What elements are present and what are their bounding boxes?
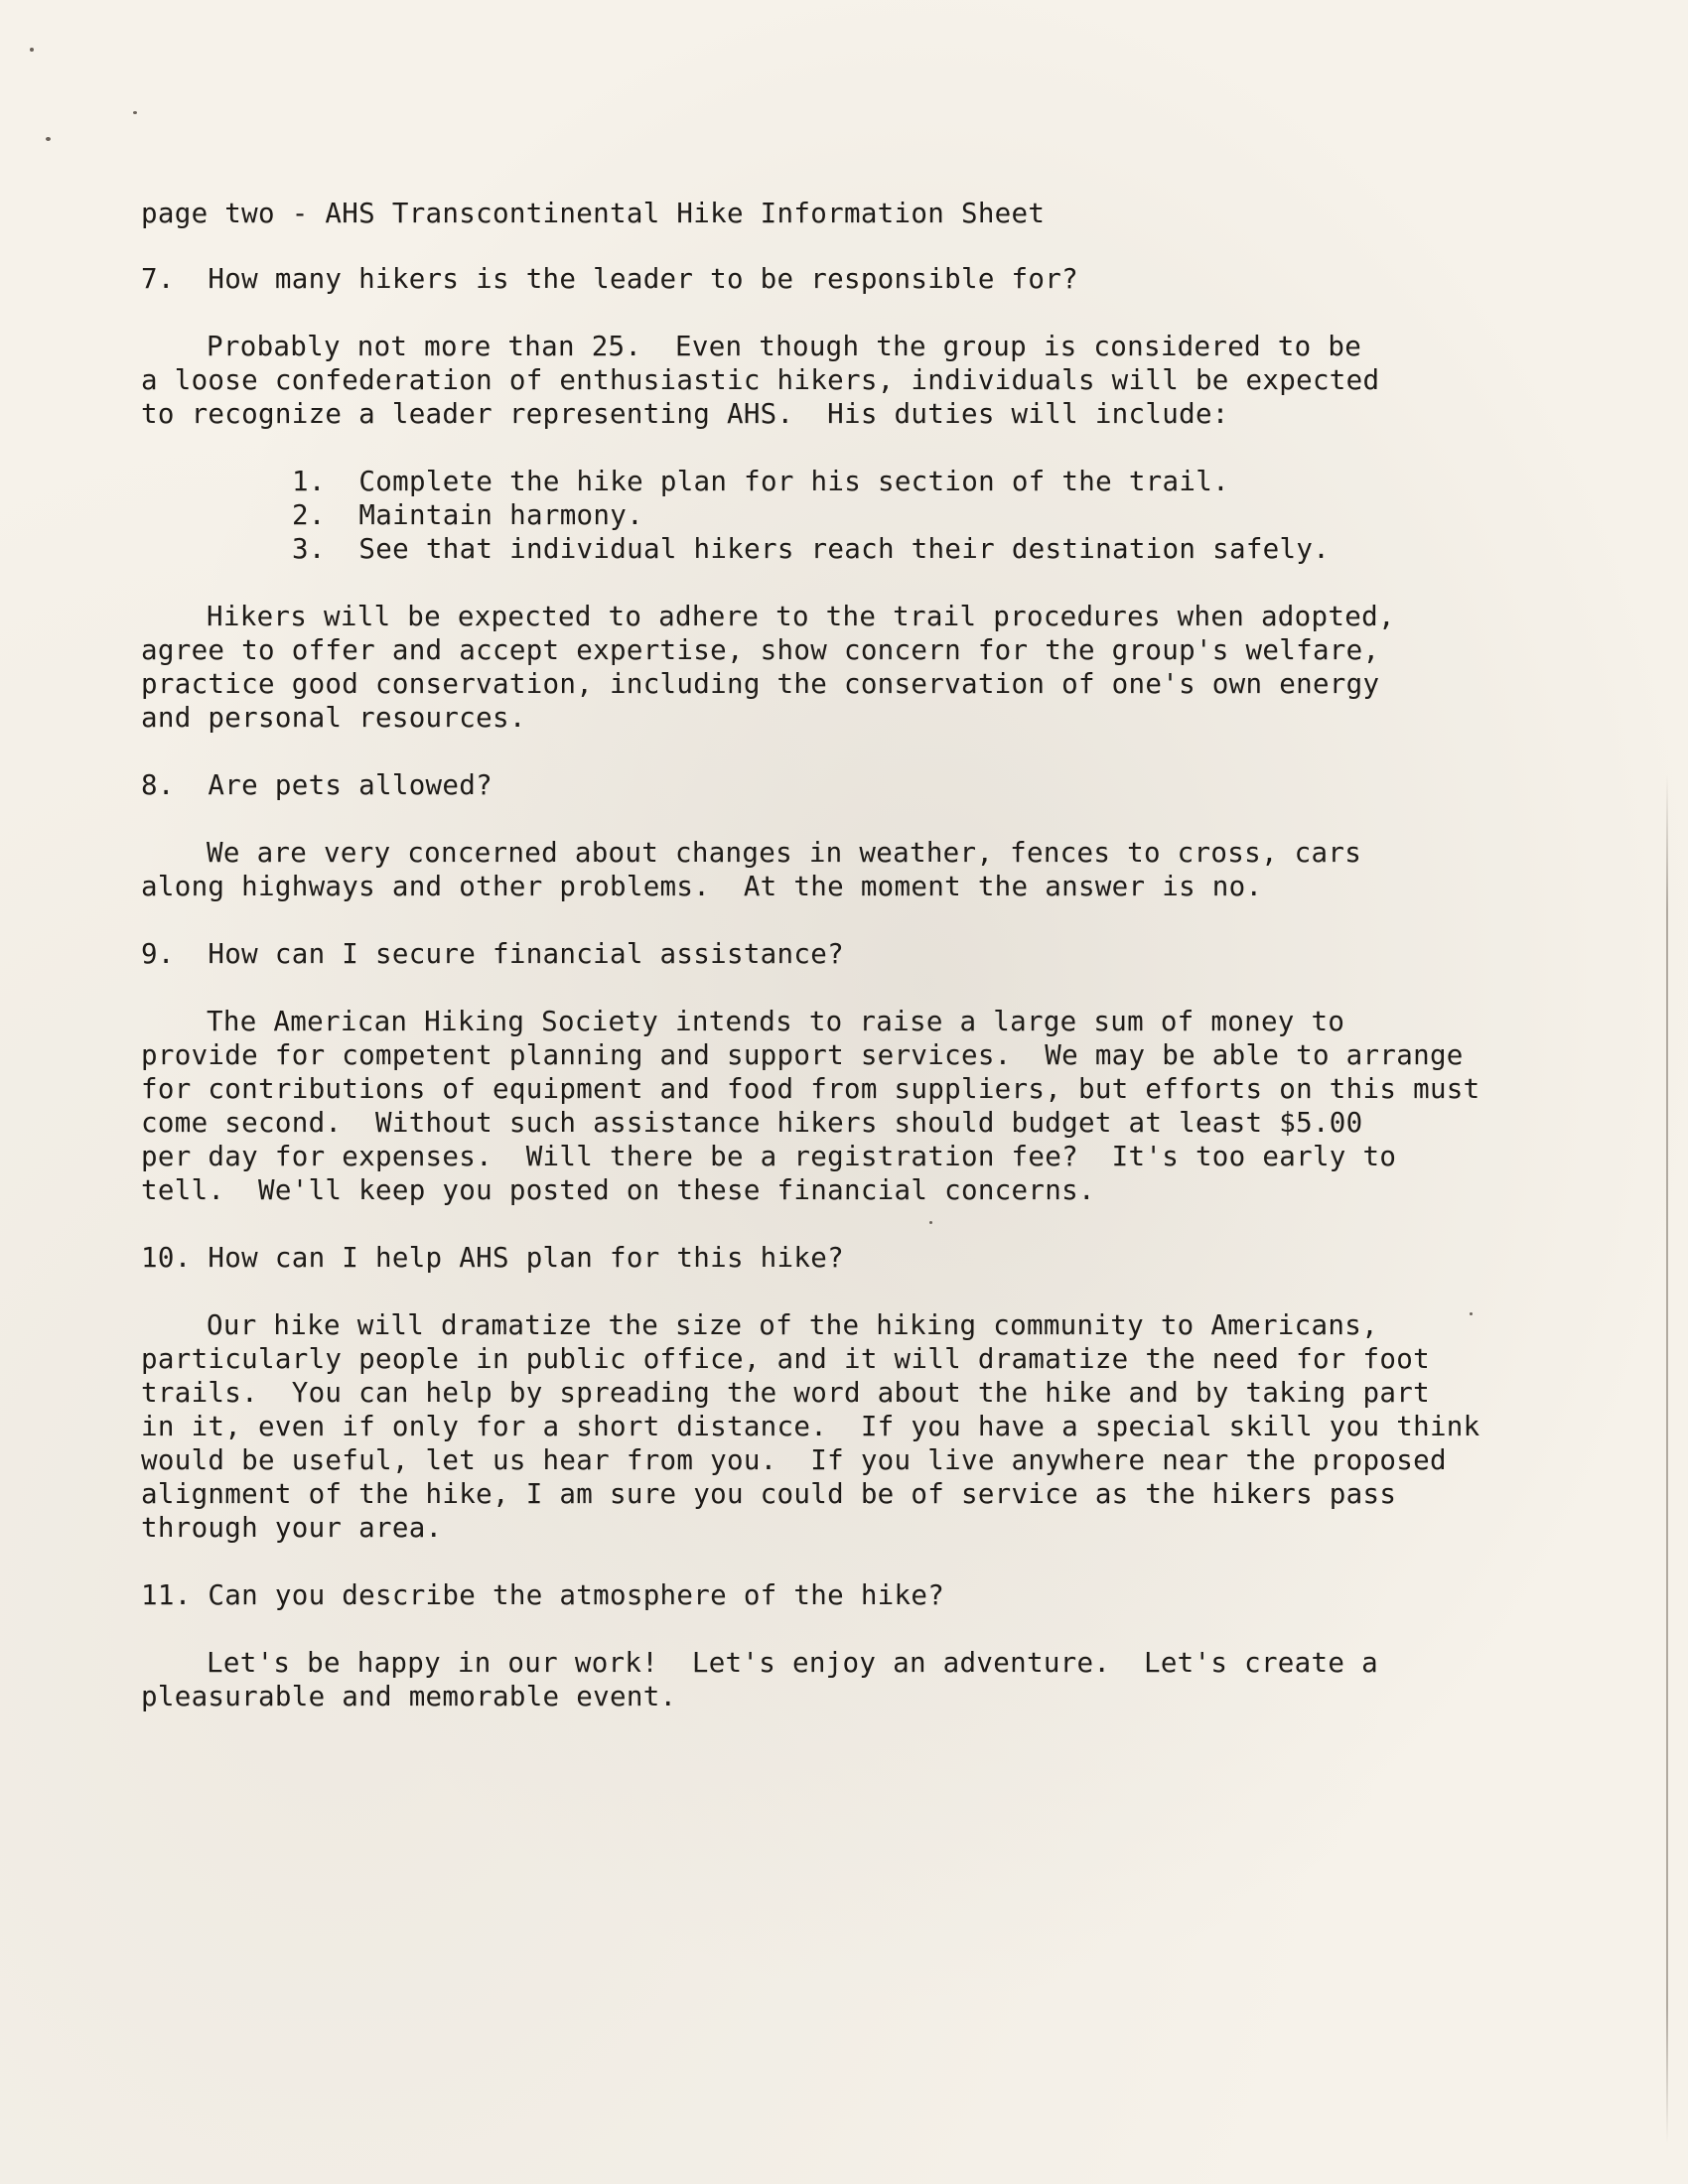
answer-7-line: a loose confederation of enthusiastic hikers, individuals will be expected — [141, 364, 1380, 396]
ink-speck — [30, 48, 34, 52]
answer-7-line: Probably not more than 25. Even though the group is considered to be — [207, 331, 1362, 362]
page-header: page two - AHS Transcontinental Hike Information Sheet — [141, 198, 1046, 229]
answer-11-line: Let's be happy in our work! Let's enjoy an adventure. Let's create a — [207, 1647, 1378, 1679]
answer-10-line: particularly people in public office, and it will dramatize the need for foot — [141, 1343, 1430, 1375]
answer-10-line: Our hike will dramatize the size of the hiking community to Americans, — [207, 1309, 1378, 1341]
answer-10-line: would be useful, let us hear from you. If you live anywhere near the proposed — [141, 1444, 1447, 1476]
ink-speck — [46, 137, 51, 141]
answer-11-line: pleasurable and memorable event. — [141, 1681, 677, 1712]
question-8: 8. Are pets allowed? — [141, 769, 492, 801]
answer-9-line: provide for competent planning and support services. We may be able to arrange — [141, 1039, 1464, 1071]
answer-7-para2-line: Hikers will be expected to adhere to the trail procedures when adopted, — [207, 601, 1395, 632]
answer-9-line: The American Hiking Society intends to raise a large sum of money to — [207, 1006, 1345, 1037]
answer-7-line: to recognize a leader representing AHS. His duties will include: — [141, 398, 1229, 430]
answer-10-line: trails. You can help by spreading the word about the hike and by taking part — [141, 1377, 1430, 1409]
answer-9-line: per day for expenses. Will there be a registration fee? It's too early to — [141, 1141, 1397, 1172]
answer-7-para2-line: practice good conservation, including the conservation of one's own energy — [141, 668, 1380, 700]
answer-8-line: We are very concerned about changes in weather, fences to cross, cars — [207, 837, 1362, 869]
paper-edge-line — [1666, 774, 1668, 2144]
ink-speck — [133, 111, 137, 114]
question-7: 7. How many hikers is the leader to be responsible for? — [141, 263, 1078, 295]
answer-9-line: come second. Without such assistance hikers should budget at least $5.00 — [141, 1107, 1363, 1139]
answer-7-para2-line: agree to offer and accept expertise, show concern for the group's welfare, — [141, 634, 1380, 666]
answer-10-line: in it, even if only for a short distance. If you have a special skill you think — [141, 1411, 1480, 1442]
answer-7-para2-line: and personal resources. — [141, 702, 526, 734]
question-11: 11. Can you describe the atmosphere of the hike? — [141, 1579, 945, 1611]
answer-8-line: along highways and other problems. At the moment the answer is no. — [141, 871, 1263, 902]
question-9: 9. How can I secure financial assistance? — [141, 938, 844, 970]
question-10: 10. How can I help AHS plan for this hike? — [141, 1242, 844, 1274]
answer-9-line: for contributions of equipment and food from suppliers, but efforts on this must — [141, 1073, 1480, 1105]
answer-9-line: tell. We'll keep you posted on these financial concerns. — [141, 1174, 1095, 1206]
answer-10-line: alignment of the hike, I am sure you could be of service as the hikers pass — [141, 1478, 1397, 1510]
duty-list-item: 3. See that individual hikers reach their destination safely. — [292, 533, 1331, 565]
duty-list-item: 1. Complete the hike plan for his section of the trail. — [292, 466, 1229, 497]
duty-list-item: 2. Maintain harmony. — [292, 499, 643, 531]
document-body — [141, 197, 1511, 1713]
answer-10-line: through your area. — [141, 1512, 443, 1544]
